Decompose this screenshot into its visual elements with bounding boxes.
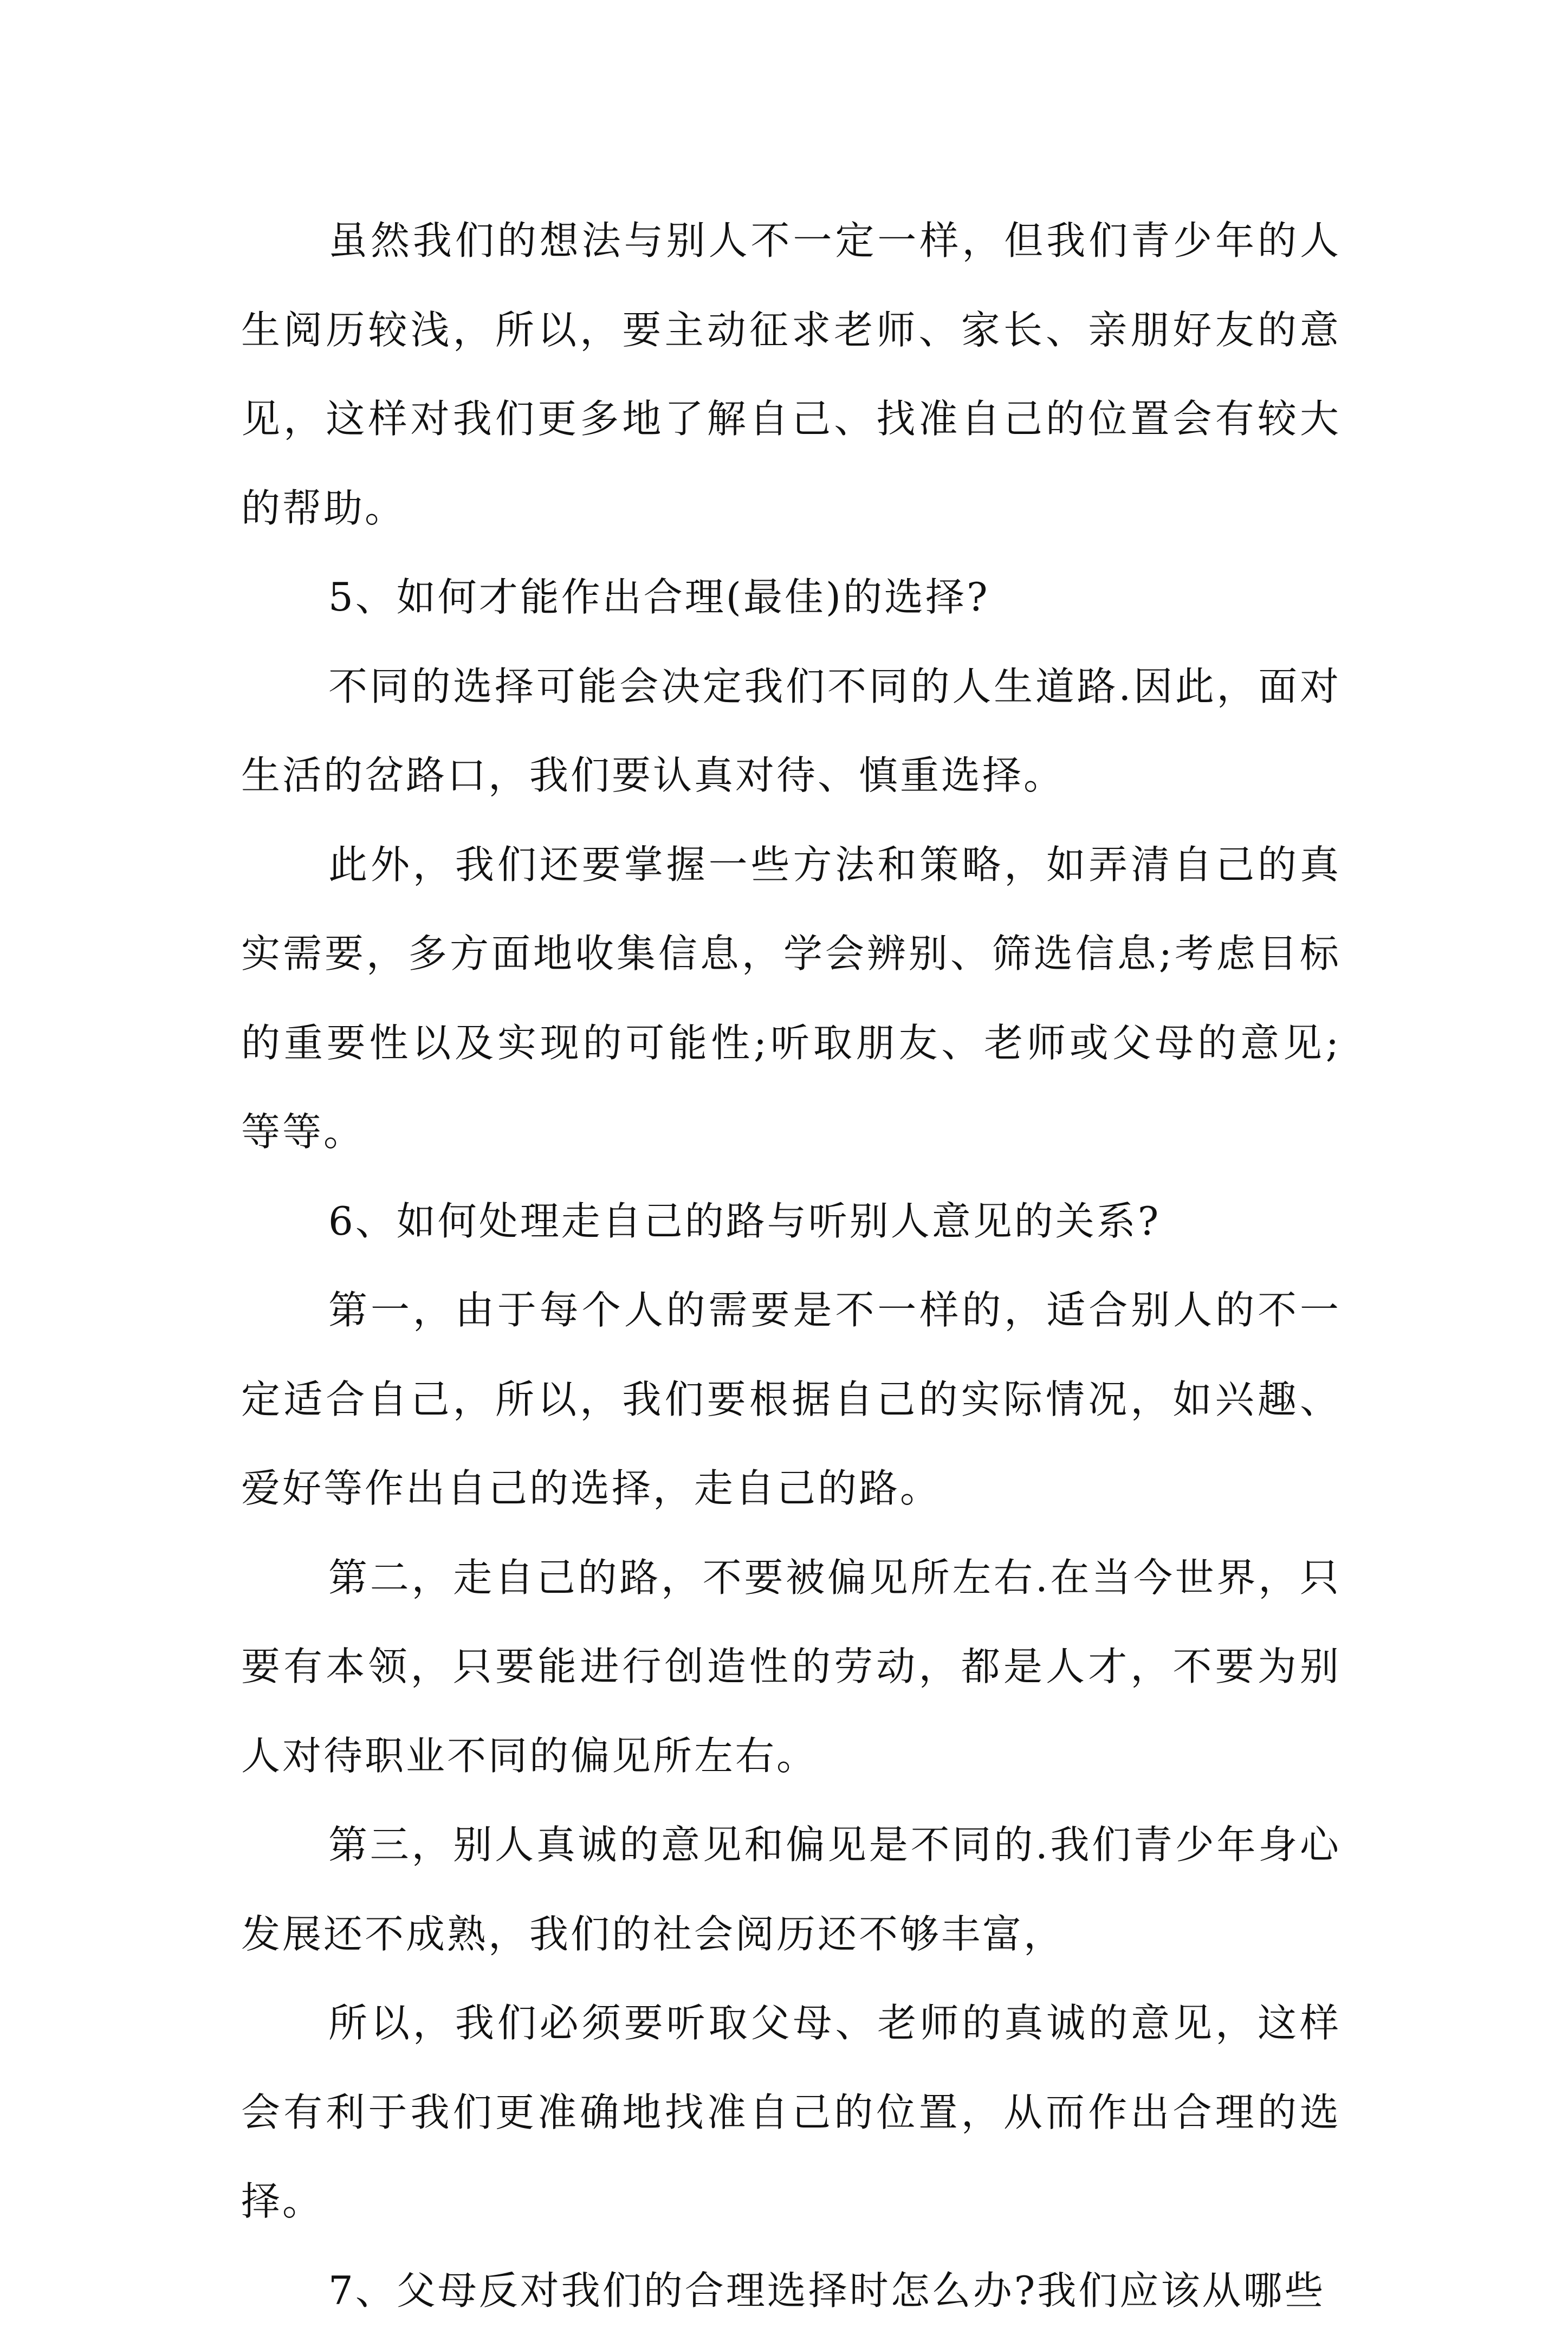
- question-6-heading: 6、如何处理走自己的路与听别人意见的关系?: [241, 1177, 1341, 1266]
- paragraph-choices-decide-path: 不同的选择可能会决定我们不同的人生道路.因此，面对生活的岔路口，我们要认真对待、慎重选择。: [241, 642, 1341, 820]
- question-7-heading: 7、父母反对我们的合理选择时怎么办?我们应该从哪些: [241, 2246, 1341, 2335]
- paragraph-point-three: 第三，别人真诚的意见和偏见是不同的.我们青少年身心发展还不成熟，我们的社会阅历还不够丰富，: [241, 1800, 1341, 1979]
- paragraph-methods-and-strategies: 此外，我们还要掌握一些方法和策略，如弄清自己的真实需要，多方面地收集信息，学会辨别、筛选信息;考虑目标的重要性以及实现的可能性;听取朋友、老师或父母的意见;等等。: [241, 820, 1341, 1177]
- paragraph-advice-from-others: 虽然我们的想法与别人不一定一样，但我们青少年的人生阅历较浅，所以，要主动征求老师、家长、亲朋好友的意见，这样对我们更多地了解自己、找准自己的位置会有较大的帮助。: [241, 196, 1341, 553]
- paragraph-listen-to-parents: 所以，我们必须要听取父母、老师的真诚的意见，这样会有利于我们更准确地找准自己的位置，从而作出合理的选择。: [241, 1979, 1341, 2246]
- paragraph-point-two: 第二，走自己的路，不要被偏见所左右.在当今世界，只要有本领，只要能进行创造性的劳动，都是人才，不要为别人对待职业不同的偏见所左右。: [241, 1533, 1341, 1801]
- question-5-heading: 5、如何才能作出合理(最佳)的选择?: [241, 553, 1341, 642]
- document-body: [241, 196, 1341, 2335]
- paragraph-point-one: 第一，由于每个人的需要是不一样的，适合别人的不一定适合自己，所以，我们要根据自己的实际情况，如兴趣、爱好等作出自己的选择，走自己的路。: [241, 1266, 1341, 1533]
